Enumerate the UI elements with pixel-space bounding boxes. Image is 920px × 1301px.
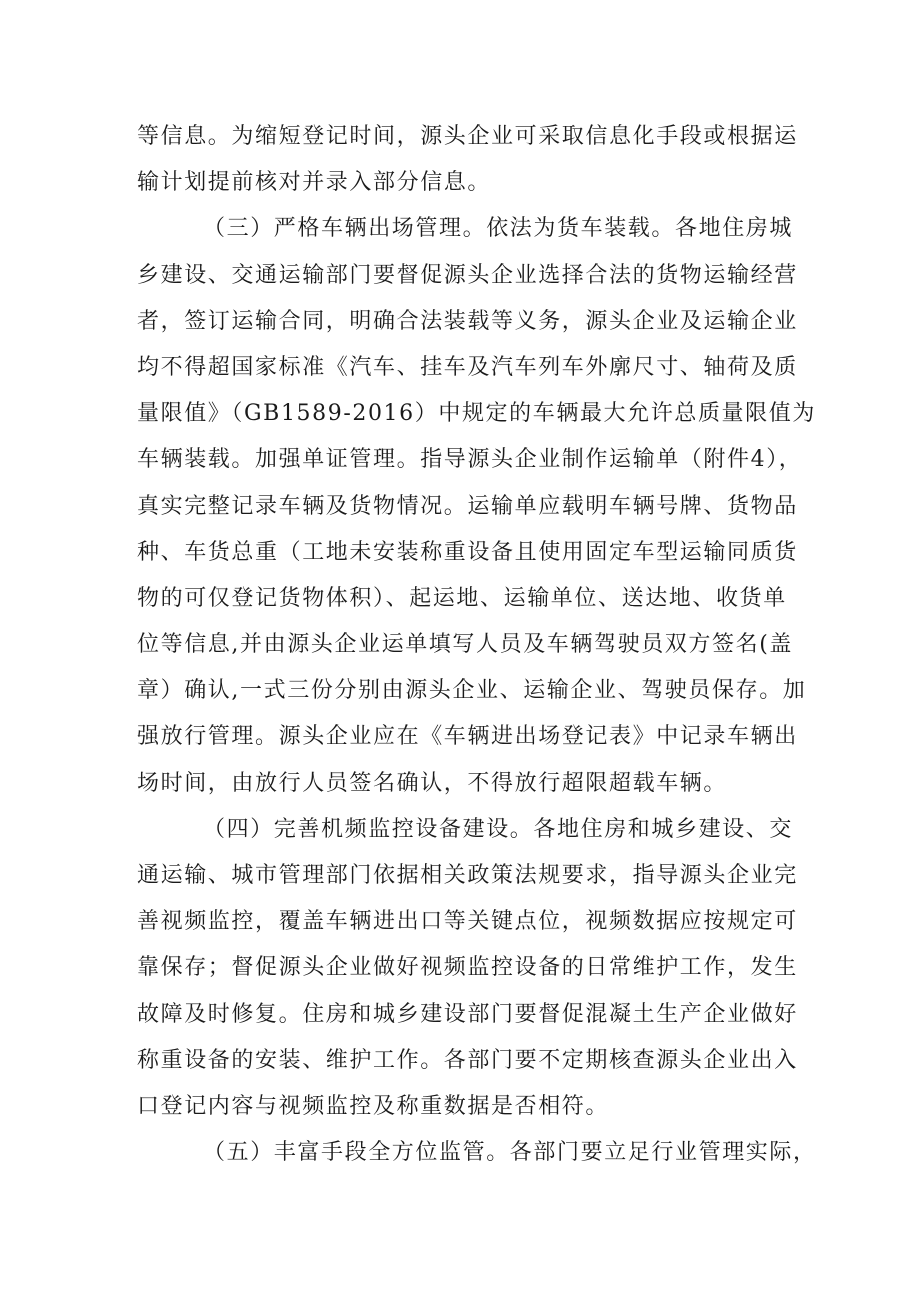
text-line: 等信息。为缩短登记时间，源头企业可采取信息化手段或根据运 bbox=[137, 124, 798, 149]
text-line: 物的可仅登记货物体积）、起运地、运输单位、送达地、收货单 bbox=[137, 585, 787, 611]
text-line: 故障及时修复。住房和城乡建设部门要督促混凝土生产企业做好 bbox=[137, 1001, 798, 1027]
text-line: 均不得超国家标准《汽车、挂车及汽车列车外廓尺寸、轴荷及质 bbox=[137, 354, 798, 380]
text-line: 章）确认,一式三份分别由源头企业、运输企业、驾驶员保存。加 bbox=[137, 678, 807, 704]
text-line: 强放行管理。源头企业应在《车辆进出场登记表》中记录车辆出 bbox=[137, 724, 798, 750]
section-heading-line: （五）丰富手段全方位监管。各部门要立足行业管理实际， bbox=[203, 1140, 817, 1166]
text-line: 车辆装载。加强单证管理。指导源头企业制作运输单（附件4）， bbox=[137, 447, 803, 473]
text-line: 真实完整记录车辆及货物情况。运输单应载明车辆号牌、货物品 bbox=[137, 493, 798, 519]
body-text bbox=[137, 114, 817, 1176]
text-line: 者，签订运输合同，明确合法装载等义务，源头企业及运输企业 bbox=[137, 308, 798, 334]
text-line: 乡建设、交通运输部门要督促源头企业选择合法的货物运输经营 bbox=[137, 262, 798, 288]
section-heading-line: （三）严格车辆出场管理。依法为货车装载。各地住房城 bbox=[203, 216, 794, 242]
text-line: 称重设备的安装、维护工作。各部门要不定期核查源头企业出入 bbox=[137, 1047, 798, 1073]
text-line: 量限值》（GB1589-2016）中规定的车辆最大允许总质量限值为 bbox=[137, 401, 816, 427]
section-heading-line: （四）完善机频监控设备建设。各地住房和城乡建设、交 bbox=[203, 816, 794, 842]
text-line: 场时间，由放行人员签名确认，不得放行超限超载车辆。 bbox=[137, 770, 728, 796]
text-line: 位等信息,并由源头企业运单填写人员及车辆驾驶员双方签名(盖 bbox=[137, 632, 793, 658]
text-line: 输计划提前核对并录入部分信息。 bbox=[137, 170, 492, 196]
text-line: 通运输、城市管理部门依据相关政策法规要求，指导源头企业完 bbox=[137, 863, 798, 888]
text-line: 靠保存；督促源头企业做好视频监控设备的日常维护工作，发生 bbox=[137, 955, 798, 981]
text-line: 善视频监控，覆盖车辆进出口等关键点位，视频数据应按规定可 bbox=[137, 909, 798, 935]
text-line: 口登记内容与视频监控及称重数据是否相符。 bbox=[137, 1093, 610, 1119]
text-line: 种、车货总重（工地未安装称重设备且使用固定车型运输同质货 bbox=[137, 539, 798, 565]
